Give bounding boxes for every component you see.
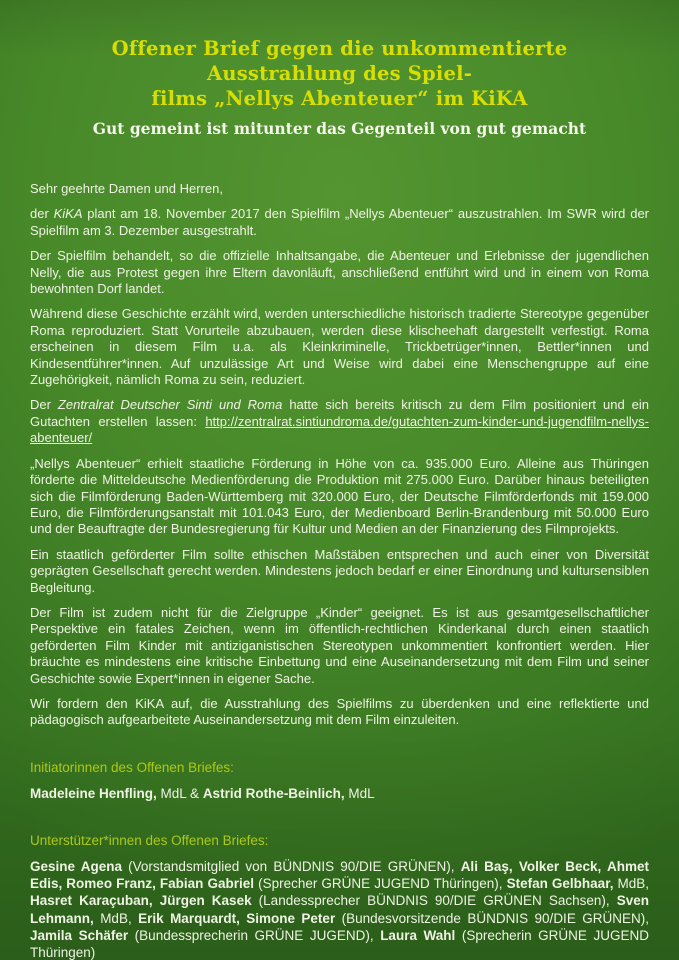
text-segment: „Nellys Abenteuer“ erhielt staatliche Förderung in Höhe von ca. 935.000 Euro. Alleine aus Thüringen förderte die Mitteldeutsche Medienförderung die Produktion mit 275.000 Euro. Darüber hinaus beteiligten sich die Filmförderung Baden-Württemberg mit 320.000 Euro, der Deutsche Filmförderfonds mit 159.000 Euro, die Filmförderungsanstalt mit 101.043 Euro, der Medienboard Berlin-Brandenburg mit 50.000 Euro und der Beauftragte der Bundesregierung für Kultur und Medien an der Finanzierung des Filmprojekts.: [30, 455, 649, 537]
text-segment: (Vorstandsmitglied von BÜNDNIS 90/DIE GRÜNEN),: [121, 858, 461, 874]
text-segment: Sehr geehrte Damen und Herren,: [30, 181, 223, 196]
text-segment: Astrid Rothe-Beinlich,: [202, 785, 345, 801]
text-segment: Jamila Schäfer: [30, 927, 129, 943]
paragraph-broadcast-dates: [30, 206, 649, 239]
text-segment: (Sprecherin GRÜNE JUGEND Thüringen): [30, 927, 649, 960]
initiators-names: [30, 785, 649, 802]
text-segment: Ein staatlich geförderter Film sollte ethischen Maßstäben entsprechen und auch einer von Diversität geprägten Gesellschaft gerecht werden. Mindestens jedoch bedarf er einer Einordnung und kultursensiblen Begleitung.: [30, 546, 649, 595]
letter-title-line-1: Offener Brief gegen die unkommentierte Ausstrahlung des Spiel-: [111, 37, 568, 85]
text-segment: Erik Marquardt, Simone Peter: [138, 910, 336, 926]
paragraph-zentralrat-gutachten: [30, 397, 649, 446]
initiators-section: [0, 759, 679, 802]
text-segment: MdL &: [156, 785, 203, 801]
paragraph-salutation: [30, 181, 649, 197]
text-segment: MdL: [344, 785, 375, 801]
text-segment: KiKA: [53, 206, 83, 222]
text-segment: Laura Wahl: [380, 927, 456, 943]
text-segment: Sven Lehmann,: [30, 893, 649, 926]
paragraph-ethical-standards: [30, 547, 649, 596]
text-segment: Gesine Agena: [30, 858, 122, 874]
letter-title: [36, 36, 643, 111]
text-segment: hatte sich bereits kritisch zu dem Film positioniert und ein Gutachten erstellen lassen:: [30, 397, 650, 429]
text-segment: Der Spielfilm behandelt, so die offizielle Inhaltsangabe, die Abenteuer und Erlebnisse der jugendlichen Nelly, die aus Protest gegen ihre Eltern davonläuft, anschließend entführt wird und in einem von Roma bewohnten Dorf landet.: [30, 248, 649, 297]
letter-subtitle: Gut gemeint ist mitunter das Gegenteil von gut gemacht: [92, 119, 587, 138]
gutachten-link[interactable]: http://zentralrat.sintiundroma.de/gutachten-zum-kinder-und-jugendfilm-nellys-abenteuer/: [30, 413, 649, 446]
text-segment: Hasret Karaçuban, Jürgen Kasek: [30, 893, 252, 909]
text-segment: Der: [30, 397, 58, 413]
paragraph-target-audience: [30, 605, 649, 687]
text-segment: (Landessprecher BÜNDNIS 90/DIE GRÜNEN Sachsen),: [251, 893, 617, 909]
paragraph-stereotypes: [30, 306, 649, 388]
text-segment: Stefan Gelbhaar,: [506, 876, 614, 892]
letter-title-line-2: films „Nellys Abenteuer“ im KiKA: [151, 87, 528, 110]
supporters-label: Unterstützer*innen des Offenen Briefes:: [30, 832, 269, 848]
text-segment: Der Film ist zudem nicht für die Zielgruppe „Kinder“ geeignet. Es ist aus gesamtgesellschaftlicher Perspektive ein fatales Zeichen, wenn im öffentlich-rechtlichen Kinderkanal durch einen staatlich geförderten Film Kinder mit antiziganistischen Stereotypen unkommentiert konfrontiert werden. Hier bräuchte es mindestens eine kritische Einbettung und eine Auseinandersetzung mit dem Film und seiner Geschichte sowie Expert*innen in eigener Sache.: [30, 604, 649, 686]
paragraph-demand: [30, 696, 649, 729]
text-segment: Wir fordern den KiKA auf, die Ausstrahlung des Spielfilms zu überdenken und eine reflektierte und pädagogisch aufgearbeitete Auseinandersetzung mit dem Film einzuleiten.: [30, 695, 649, 728]
text-segment: Während diese Geschichte erzählt wird, werden unterschiedliche historisch tradierte Stereotype gegenüber Roma reproduziert. Statt Vorurteile abzubauen, werden diese klischeehaft dargestellt verfestigt. Roma erscheinen in diesem Film u.a. als Kleinkriminelle, Trickbetrüger*innen, Bettler*innen und Kindesentführer*innen. Auf unzulässige Art und Weise wird dabei eine Menschengruppe auf eine Zugehörigkeit, nämlich Roma zu sein, reduziert.: [30, 306, 649, 388]
text-segment: plant am 18. November 2017 den Spielfilm „Nellys Abenteuer“ auszustrahlen. Im SWR wird der Spielfilm am 3. Dezember ausgestrahlt.: [30, 206, 649, 238]
text-segment: MdB,: [613, 876, 650, 892]
text-segment: Zentralrat Deutscher Sinti und Roma: [57, 397, 283, 413]
letter-header: [0, 0, 679, 139]
text-segment: Madeleine Henfling,: [30, 785, 157, 801]
initiators-label: Initiatorinnen des Offenen Briefes:: [30, 759, 234, 775]
text-segment: der: [30, 206, 54, 222]
text-segment: Ali Baş, Volker Beck, Ahmet Edis, Romeo Franz, Fabian Gabriel: [30, 858, 649, 892]
supporters-names: [30, 858, 649, 960]
paragraph-funding: [30, 456, 649, 538]
text-segment: (Bundesvorsitzende BÜNDNIS 90/DIE GRÜNEN),: [335, 910, 649, 926]
paragraph-film-synopsis: [30, 248, 649, 297]
supporters-section: [0, 832, 679, 960]
letter-body: [0, 181, 679, 729]
text-segment: (Bundessprecherin GRÜNE JUGEND),: [128, 927, 381, 943]
text-segment: MdB,: [93, 910, 139, 926]
text-segment: (Sprecher GRÜNE JUGEND Thüringen),: [254, 876, 507, 892]
